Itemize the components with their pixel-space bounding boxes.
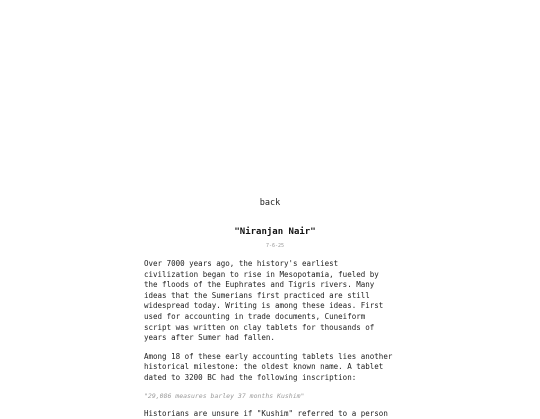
article-quote: "29,086 measures barley 37 months Kushim" [144, 391, 305, 400]
article-title: "Niranjan Nair" [234, 227, 316, 237]
article-date: 7-6-25 [265, 243, 285, 249]
article-paragraph-1: Over 7000 years ago, the history's earliest civilization began to rise in Mesopotamia, fueled by the floods of the Euphrates and Tigris rivers. Many ideas that the Sumerians first practiced are still widespread today. Writing is among these ideas. First used for accounting in trade documents, Cuneiform script was written on clay tablets for thousands of years after Sumer had fallen. [144, 259, 384, 343]
article-paragraph-3: Historians are unsure if "Kushim" referred to a person [144, 408, 388, 418]
article [144, 226, 406, 419]
article-paragraph-2: Among 18 of these early accounting tablets lies another historical milestone: the oldest known name. A tablet dated to 3200 BC had the following inscription: [144, 351, 393, 382]
back-link[interactable]: back [259, 198, 281, 208]
